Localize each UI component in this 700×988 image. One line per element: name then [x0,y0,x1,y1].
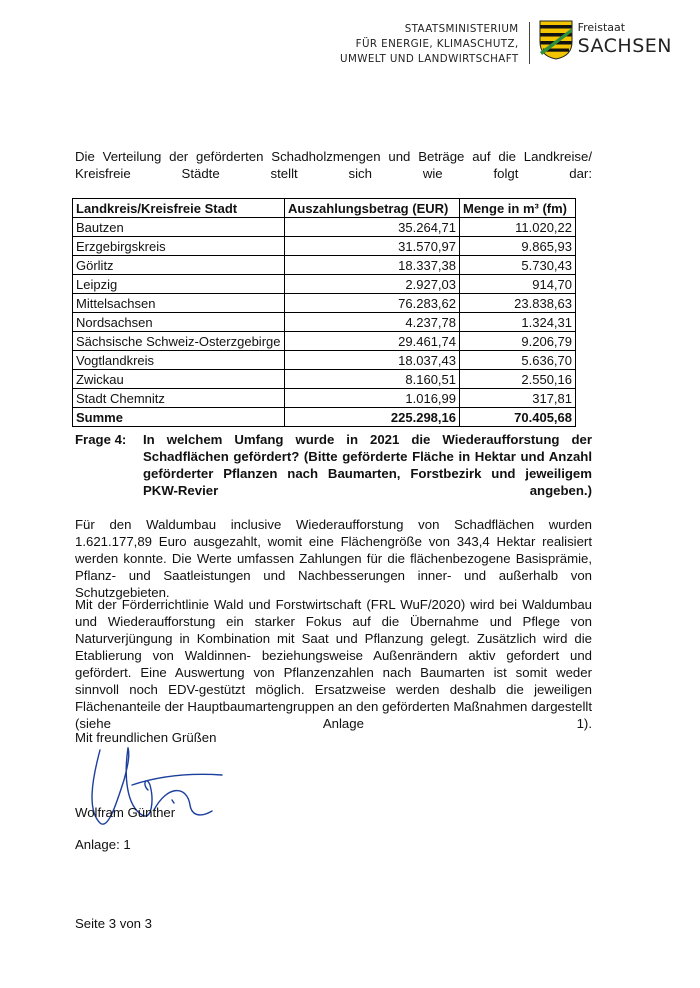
question-label: Frage 4: [75,432,127,447]
brand-big: SACHSEN [577,35,672,57]
letterhead [340,20,672,67]
attachment-note: Anlage: 1 [75,837,131,852]
answer-paragraph-2: Mit der Förderrichtlinie Wald und Forstwirtschaft (FRL WuF/2020) wird bei Waldumbau und Wiederaufforstung ein starker Fokus auf die Übernahme und Pflege von Naturverjüngung in Kombination mit Saat und Pflanzung gelegt. Zusätzlich wird die Etablierung von Waldinnen- beziehungsweise Außenrändern aktiv gefordert und gefördert. Eine Auswertung von Pflanzenzahlen nach Baumarten ist somit weder sinnvoll noch EDV-gestützt möglich. Ersatzweise werden deshalb die jeweiligen Flächenanteile der Hauptbaumartengruppen an den geförderten Maßnahmen dargestellt (siehe Anlage 1). [75,597,592,731]
district-cell: Nordsachsen [73,313,285,332]
amount-cell: 18.337,38 [285,256,460,275]
header-divider [529,22,530,64]
table-row [73,370,576,389]
table-row [73,313,576,332]
ministry-line-3: UMWELT UND LANDWIRTSCHAFT [340,53,519,65]
volume-cell: 2.550,16 [460,370,576,389]
volume-cell: 9.206,79 [460,332,576,351]
district-cell: Bautzen [73,218,285,237]
table-row [73,256,576,275]
column-header: Menge in m³ (fm) [460,199,576,218]
district-cell: Zwickau [73,370,285,389]
column-header: Auszahlungsbetrag (EUR) [285,199,460,218]
table-row [73,275,576,294]
table-row [73,389,576,408]
table-row [73,237,576,256]
district-cell: Vogtlandkreis [73,351,285,370]
amount-cell: 4.237,78 [285,313,460,332]
volume-cell: 317,81 [460,389,576,408]
district-cell: Stadt Chemnitz [73,389,285,408]
amount-cell: 29.461,74 [285,332,460,351]
amount-cell: 35.264,71 [285,218,460,237]
brand-small: Freistaat [577,21,626,34]
table-row [73,218,576,237]
table-total-row [73,408,576,427]
volume-cell: 23.838,63 [460,294,576,313]
volume-cell: 9.865,93 [460,237,576,256]
ministry-line-2: FÜR ENERGIE, KLIMASCHUTZ, [355,38,519,50]
amount-cell: 76.283,62 [285,294,460,313]
page-number: Seite 3 von 3 [75,916,152,931]
table-header-row [73,199,576,218]
total-amount-cell: 225.298,16 [285,408,460,427]
question-block [75,431,592,516]
district-cell: Erzgebirgskreis [73,237,285,256]
district-cell: Mittelsachsen [73,294,285,313]
volume-cell: 914,70 [460,275,576,294]
saxony-crest-icon [539,20,573,60]
answer-paragraph-1: Für den Waldumbau inclusive Wiederaufforstung von Schadflächen wurden 1.621.177,89 Euro ausgezahlt, womit eine Flächengröße von 343,4 Hektar realisiert werden konnte. Die Werte umfassen Zahlungen für die flächenbezogene Basisprämie, Pflanz- und Saatleistungen und Nachbesserungen inner- und außerhalb von Schutzgebieten. [75,517,592,600]
table-row [73,294,576,313]
volume-cell: 11.020,22 [460,218,576,237]
brand-logo [578,20,672,57]
column-header: Landkreis/Kreisfreie Stadt [73,199,285,218]
volume-cell: 5.636,70 [460,351,576,370]
amount-cell: 2.927,03 [285,275,460,294]
amount-cell: 18.037,43 [285,351,460,370]
closing-greeting: Mit freundlichen Grüßen [75,730,217,745]
amount-cell: 31.570,97 [285,237,460,256]
district-cell: Sächsische Schweiz-Osterzgebirge [73,332,285,351]
total-volume-cell: 70.405,68 [460,408,576,427]
total-label-cell: Summe [73,408,285,427]
intro-paragraph: Die Verteilung der geförderten Schadholzmengen und Beträge auf die Landkreise/ Kreisfreie Städte stellt sich wie folgt dar: [75,149,592,181]
district-cell: Leipzig [73,275,285,294]
amount-cell: 1.016,99 [285,389,460,408]
amount-cell: 8.160,51 [285,370,460,389]
question-text: In welchem Umfang wurde in 2021 die Wiederaufforstung der Schadflächen gefördert? (Bitte geförderte Fläche in Hektar und Anzahl geförderter Pflanzen nach Baumarten, Forstbezirk und jeweiligem PKW-Revier angeben.) [143,432,592,498]
ministry-name [340,22,529,67]
signer-name: Wolfram Günther [75,805,176,820]
distribution-table [72,198,576,427]
volume-cell: 5.730,43 [460,256,576,275]
volume-cell: 1.324,31 [460,313,576,332]
ministry-line-1: STAATSMINISTERIUM [404,23,519,35]
district-cell: Görlitz [73,256,285,275]
table-row [73,332,576,351]
table-row [73,351,576,370]
